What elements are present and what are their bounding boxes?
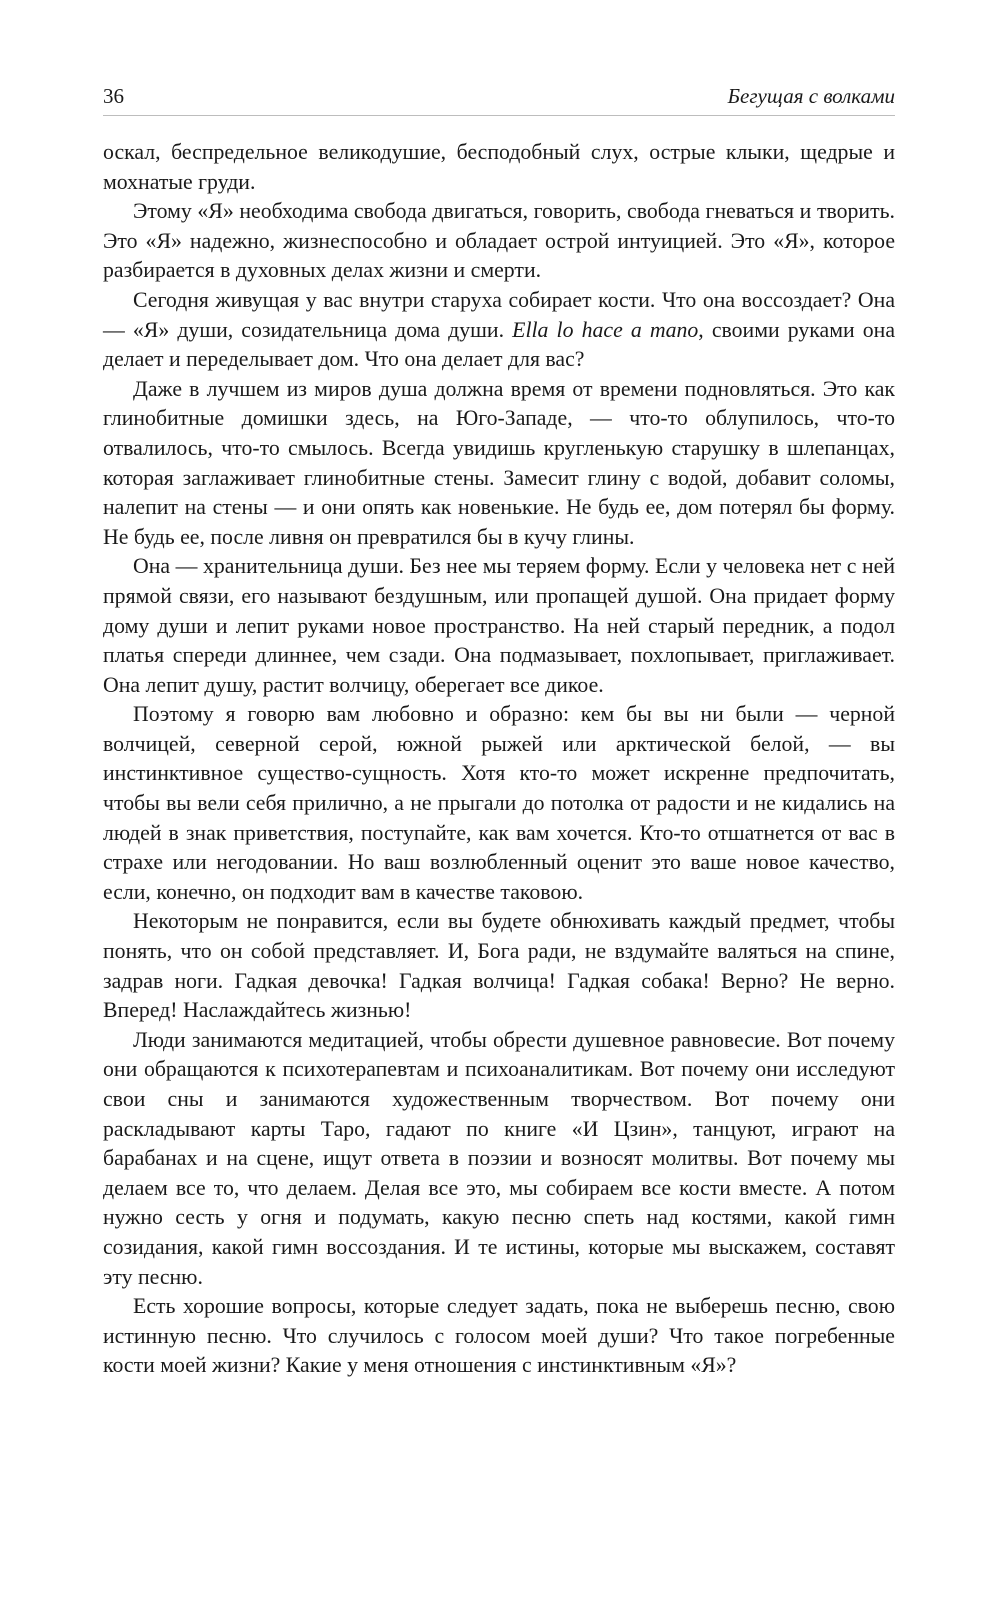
paragraph-3-start: Сегодня живущая у вас внутри старуха собирает кости. Что она воссоздает? Она — «Я» души, созидательница дома души. xyxy=(103,287,895,342)
paragraph-9: Есть хорошие вопросы, которые следует задать, пока не выберешь песню, свою истинную песню. Что случилось с голосом моей души? Что такое погребенные кости моей жизни? Какие у меня отношения с инстинктивным «Я»? xyxy=(103,1294,895,1378)
paragraph-5: Она — хранительница души. Без нее мы теряем форму. Если у человека нет с ней прямой связи, его называют бездушным, или пропащей душой. Она придает форму дому души и лепит руками новое пространство. На ней старый передник, а подол платья спереди длиннее, чем сзади. Она подмазывает, похлопывает, приглаживает. Она лепит душу, растит волчицу, оберегает все дикое. xyxy=(103,554,895,697)
paragraph-3 xyxy=(103,286,895,375)
paragraph-2: Этому «Я» необходима свобода двигаться, говорить, свобода гневаться и творить. Это «Я» надежно, жизнеспособно и обладает острой интуицией. Это «Я», которое разбирается в духовных делах жизни и смерти. xyxy=(103,199,895,283)
paragraph-8: Люди занимаются медитацией, чтобы обрести душевное равновесие. Вот почему они обращаются к психотерапевтам и психоаналитикам. Вот почему они исследуют свои сны и занимаются художественным творчеством. Вот почему они раскладывают карты Таро, гадают по книге «И Цзин», танцуют, играют на барабанах и на сцене, ищут ответа в поэзии и возносят молитвы. Вот почему мы делаем все то, что делаем. Делая все это, мы собираем все кости вместе. А потом нужно сесть у огня и подумать, какую песню спеть над костями, какой гимн созидания, какой гимн воссоздания. И те истины, которые мы выскажем, составят эту песню. xyxy=(103,1027,895,1289)
running-title: Бегущая с волками xyxy=(727,84,895,108)
paragraph-4: Даже в лучшем из миров душа должна время от времени подновляться. Это как глинобитные домишки здесь, на Юго-Западе, — что-то облупилось, что-то отвалилось, что-то смылось. Всегда увидишь кругленькую старушку в шлепанцах, которая заглаживает глинобитные стены. Замесит глину с водой, добавит соломы, налепит на стены — и они опять как новенькие. Не будь ее, дом потерял бы форму. Не будь ее, после ливня он превратился бы в кучу глины. xyxy=(103,376,895,549)
paragraph-7: Некоторым не понравится, если вы будете обнюхивать каждый предмет, чтобы понять, что он собой представляет. И, Бога ради, не вздумайте валяться на спине, задрав ноги. Гадкая девочка! Гадкая волчица! Гадкая собака! Верно? Не верно. Вперед! Наслаждайтесь жизнью! xyxy=(103,909,895,1023)
paragraph-1: оскал, беспредельное великодушие, бесподобный слух, острые клыки, щедрые и мохнатые груди. xyxy=(103,140,895,194)
paragraph-3-end: , своими руками она делает и переделывает дом. Что она делает для вас? xyxy=(103,317,895,372)
running-head xyxy=(103,82,895,116)
spanish-phrase: Ella lo hace a mano xyxy=(512,317,699,342)
page-number: 36 xyxy=(103,84,124,108)
body-text xyxy=(103,138,895,1381)
paragraph-6: Поэтому я говорю вам любовно и образно: кем бы вы ни были — черной волчицей, северной серой, южной рыжей или арктической белой, — вы инстинктивное существо-сущность. Хотя кто-то может искренне предпочитать, чтобы вы вели себя прилично, а не прыгали до потолка от радости и не кидались на людей в знак приветствия, поступайте, как вам хочется. Кто-то отшатнется от вас в страхе или негодовании. Но ваш возлюбленный оценит это ваше новое качество, если, конечно, он подходит вам в качестве таковою. xyxy=(103,702,895,904)
